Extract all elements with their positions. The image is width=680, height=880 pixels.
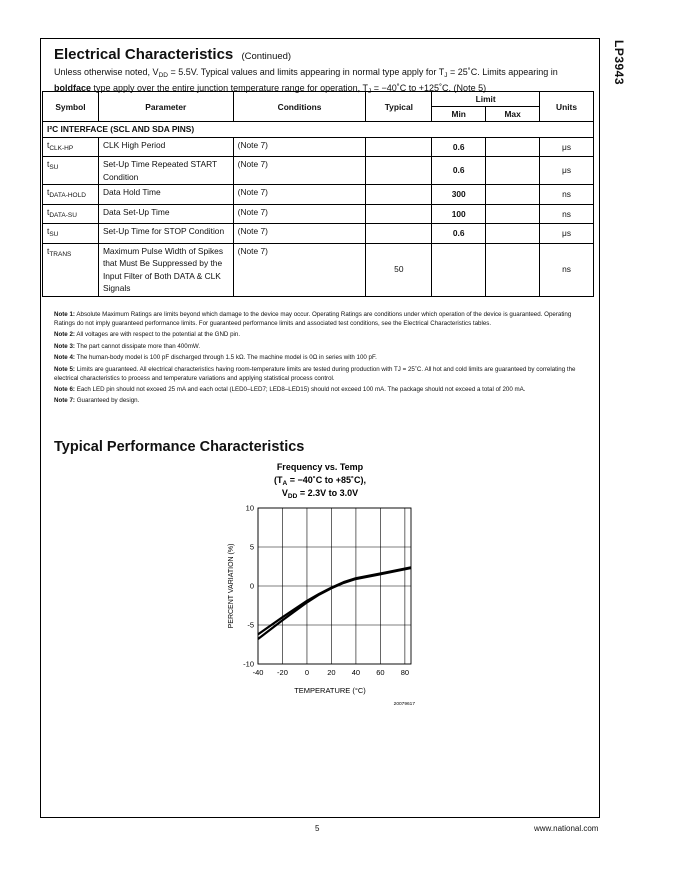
- note-text: The human-body model is 100 pF discharged through 1.5 kΩ. The machine model is 0Ω in series with 100 pF.: [76, 354, 377, 362]
- chart-series-line: [258, 567, 411, 634]
- part-number-side-label: LP3943: [612, 40, 626, 86]
- table-row: [43, 157, 594, 185]
- note-label: Note 2:: [54, 331, 75, 339]
- notes-block: [54, 310, 586, 408]
- cell-conditions: (Note 7): [233, 204, 366, 224]
- note-label: Note 7:: [54, 397, 75, 405]
- table-section-row: [43, 122, 594, 138]
- intro-boldface-word: boldface: [54, 83, 92, 93]
- section-title: [54, 46, 291, 63]
- chart-x-tick-label: -40: [252, 668, 264, 677]
- chart-y-tick-label: 5: [249, 542, 254, 552]
- cell-typical: 50: [366, 243, 432, 296]
- header-symbol: Symbol: [43, 92, 99, 122]
- cell-typical: [366, 224, 432, 244]
- electrical-characteristics-table: [42, 91, 594, 297]
- chart-y-axis-label: PERCENT VARIATION (%): [228, 543, 235, 629]
- symbol-subscript: CLK-HP: [49, 144, 74, 152]
- note-label: Note 4:: [54, 354, 75, 362]
- cell-parameter: Data Hold Time: [98, 185, 233, 205]
- note-item: [54, 342, 586, 351]
- cell-max: [486, 185, 540, 205]
- chart-title-text: = −40˚C to +85˚C),: [287, 475, 366, 485]
- cell-conditions: (Note 7): [233, 224, 366, 244]
- cell-parameter: CLK High Period: [98, 137, 233, 157]
- note-text: The part cannot dissipate more than 400mW.: [76, 342, 201, 350]
- cell-units: ns: [540, 204, 594, 224]
- cell-units: μs: [540, 137, 594, 157]
- cell-units: μs: [540, 157, 594, 185]
- symbol-subscript: SU: [49, 164, 59, 171]
- page-number: 5: [315, 824, 320, 833]
- cell-symbol: [43, 185, 99, 205]
- cell-symbol: [43, 157, 99, 185]
- cell-units: μs: [540, 224, 594, 244]
- symbol-subscript: SU: [49, 231, 59, 238]
- intro-text: = 25˚C. Limits appearing in: [447, 67, 558, 77]
- cell-symbol: [43, 243, 99, 296]
- table-row: [43, 204, 594, 224]
- note-label: Note 5:: [54, 365, 75, 373]
- note-item: [54, 365, 586, 383]
- cell-typical: [366, 185, 432, 205]
- cell-units: ns: [540, 185, 594, 205]
- cell-min: 300: [432, 185, 486, 205]
- note-text: Each LED pin should not exceed 25 mA and each octal (LED0–LED7; LED8–LED15) should not exceed 100 mA. The package should not exceed a total of 200 mA.: [76, 385, 526, 393]
- header-min: Min: [432, 107, 486, 122]
- note-text: Guaranteed by design.: [76, 397, 140, 405]
- header-limit: Limit: [432, 92, 540, 107]
- symbol-subscript: DATA-HOLD: [49, 192, 86, 199]
- cell-conditions: (Note 7): [233, 157, 366, 185]
- note-label: Note 6:: [54, 385, 75, 393]
- chart-title-text: (T: [274, 475, 283, 485]
- intro-tj-subscript: J: [444, 72, 448, 79]
- cell-min: 0.6: [432, 224, 486, 244]
- table-row: [43, 224, 594, 244]
- chart-title-subscript: DD: [287, 493, 298, 500]
- note-item: [54, 353, 586, 362]
- header-conditions: Conditions: [233, 92, 366, 122]
- intro-vdd-subscript: DD: [158, 72, 168, 79]
- cell-conditions: (Note 7): [233, 137, 366, 157]
- cell-symbol: [43, 224, 99, 244]
- cell-max: [486, 204, 540, 224]
- section-title-suffix: (Continued): [241, 51, 292, 62]
- chart-figure-id: 20079617: [393, 702, 415, 707]
- chart-x-tick-label: 20: [327, 668, 336, 677]
- header-max: Max: [486, 107, 540, 122]
- cell-max: [486, 243, 540, 296]
- table-row: [43, 185, 594, 205]
- table-row: [43, 243, 594, 296]
- cell-conditions: (Note 7): [233, 185, 366, 205]
- note-item: [54, 385, 586, 394]
- intro-text: Unless otherwise noted, V: [54, 67, 159, 77]
- chart-x-tick-label: 40: [351, 668, 361, 677]
- symbol-letter: t: [47, 226, 50, 236]
- chart-x-tick-label: 0: [304, 668, 310, 677]
- cell-symbol: [43, 137, 99, 157]
- chart-y-tick-label: 0: [249, 581, 254, 591]
- chart-y-tick-label: -10: [243, 659, 254, 669]
- cell-min: 0.6: [432, 137, 486, 157]
- cell-max: [486, 224, 540, 244]
- header-units: Units: [540, 92, 594, 122]
- chart-x-tick-label: 60: [376, 668, 385, 677]
- chart-title-line1: Frequency vs. Temp: [276, 462, 364, 472]
- chart-y-tick-label: -5: [247, 620, 254, 630]
- chart-x-tick-label: 80: [400, 668, 410, 677]
- cell-typical: [366, 157, 432, 185]
- performance-section-title: Typical Performance Characteristics: [54, 439, 305, 455]
- chart-x-axis-label: TEMPERATURE (°C): [294, 686, 366, 695]
- note-text: All voltages are with respect to the potential at the GND pin.: [76, 331, 241, 339]
- frequency-vs-temp-chart: [220, 458, 440, 710]
- symbol-letter: t: [47, 245, 50, 256]
- cell-min: 100: [432, 204, 486, 224]
- note-item: [54, 330, 586, 339]
- chart-title-text: = 2.3V to 3.0V: [297, 488, 359, 498]
- cell-parameter: Set-Up Time for STOP Condition: [98, 224, 233, 244]
- cell-conditions: (Note 7): [233, 243, 366, 296]
- intro-text: = 5.5V. Typical values and limits appearing in normal type apply for T: [167, 67, 445, 77]
- chart-title-line3: [282, 488, 358, 500]
- intro-text: type apply over the entire junction temperature range for operation, T: [91, 83, 369, 93]
- chart-title-subscript: A: [282, 480, 288, 487]
- intro-text: = −40˚C to +125˚C. (Note 5): [371, 83, 487, 93]
- cell-min: 0.6: [432, 157, 486, 185]
- note-item: [54, 310, 586, 328]
- symbol-subscript: TRANS: [49, 250, 72, 258]
- intro-tj-subscript: J: [368, 88, 372, 95]
- symbol-letter: t: [47, 159, 50, 169]
- chart-title-text: V: [281, 488, 288, 498]
- note-item: [54, 396, 586, 405]
- note-label: Note 3:: [54, 342, 75, 350]
- cell-symbol: [43, 204, 99, 224]
- chart-title-line2: [274, 475, 366, 487]
- note-text: Absolute Maximum Ratings are limits beyond which damage to the device may occur. Operating Ratings are conditions under which operation of the device is guaranteed. Operating Ratings do not imply guaranteed performance limits. For guaranteed performance limits and associated test conditions, see the Electrical Characteristics tables.: [54, 311, 572, 327]
- symbol-subscript: DATA-SU: [49, 211, 77, 219]
- section-label: I²C INTERFACE (SCL AND SDA PINS): [43, 122, 594, 138]
- symbol-letter: t: [47, 187, 50, 197]
- section-title-text: Electrical Characteristics: [54, 46, 234, 63]
- chart-x-tick-label: -20: [277, 668, 288, 677]
- cell-parameter: Set-Up Time Repeated START Condition: [98, 157, 233, 185]
- footer-website: www.national.com: [534, 824, 599, 833]
- cell-max: [486, 137, 540, 157]
- cell-typical: [366, 137, 432, 157]
- chart-series-line: [258, 568, 411, 639]
- chart-y-tick-label: 10: [245, 503, 254, 513]
- table-row: [43, 137, 594, 157]
- note-label: Note 1:: [54, 311, 75, 318]
- header-parameter: Parameter: [98, 92, 233, 122]
- cell-typical: [366, 204, 432, 224]
- symbol-letter: t: [47, 139, 50, 150]
- cell-max: [486, 157, 540, 185]
- header-typical: Typical: [366, 92, 432, 122]
- cell-min: [432, 243, 486, 296]
- cell-units: ns: [540, 243, 594, 296]
- cell-parameter: Maximum Pulse Width of Spikes that Must Be Suppressed by the Input Filter of Both DATA & CLK Signals: [98, 243, 233, 296]
- note-text: Limits are guaranteed. All electrical characteristics having room-temperature limits are tested during production with TJ = 25˚C. All hot and cold limits are guaranteed by correlating the electrical characteristics to process and temperature variations and applying statistical process control.: [54, 365, 576, 382]
- cell-parameter: Data Set-Up Time: [98, 204, 233, 224]
- symbol-letter: t: [47, 206, 50, 217]
